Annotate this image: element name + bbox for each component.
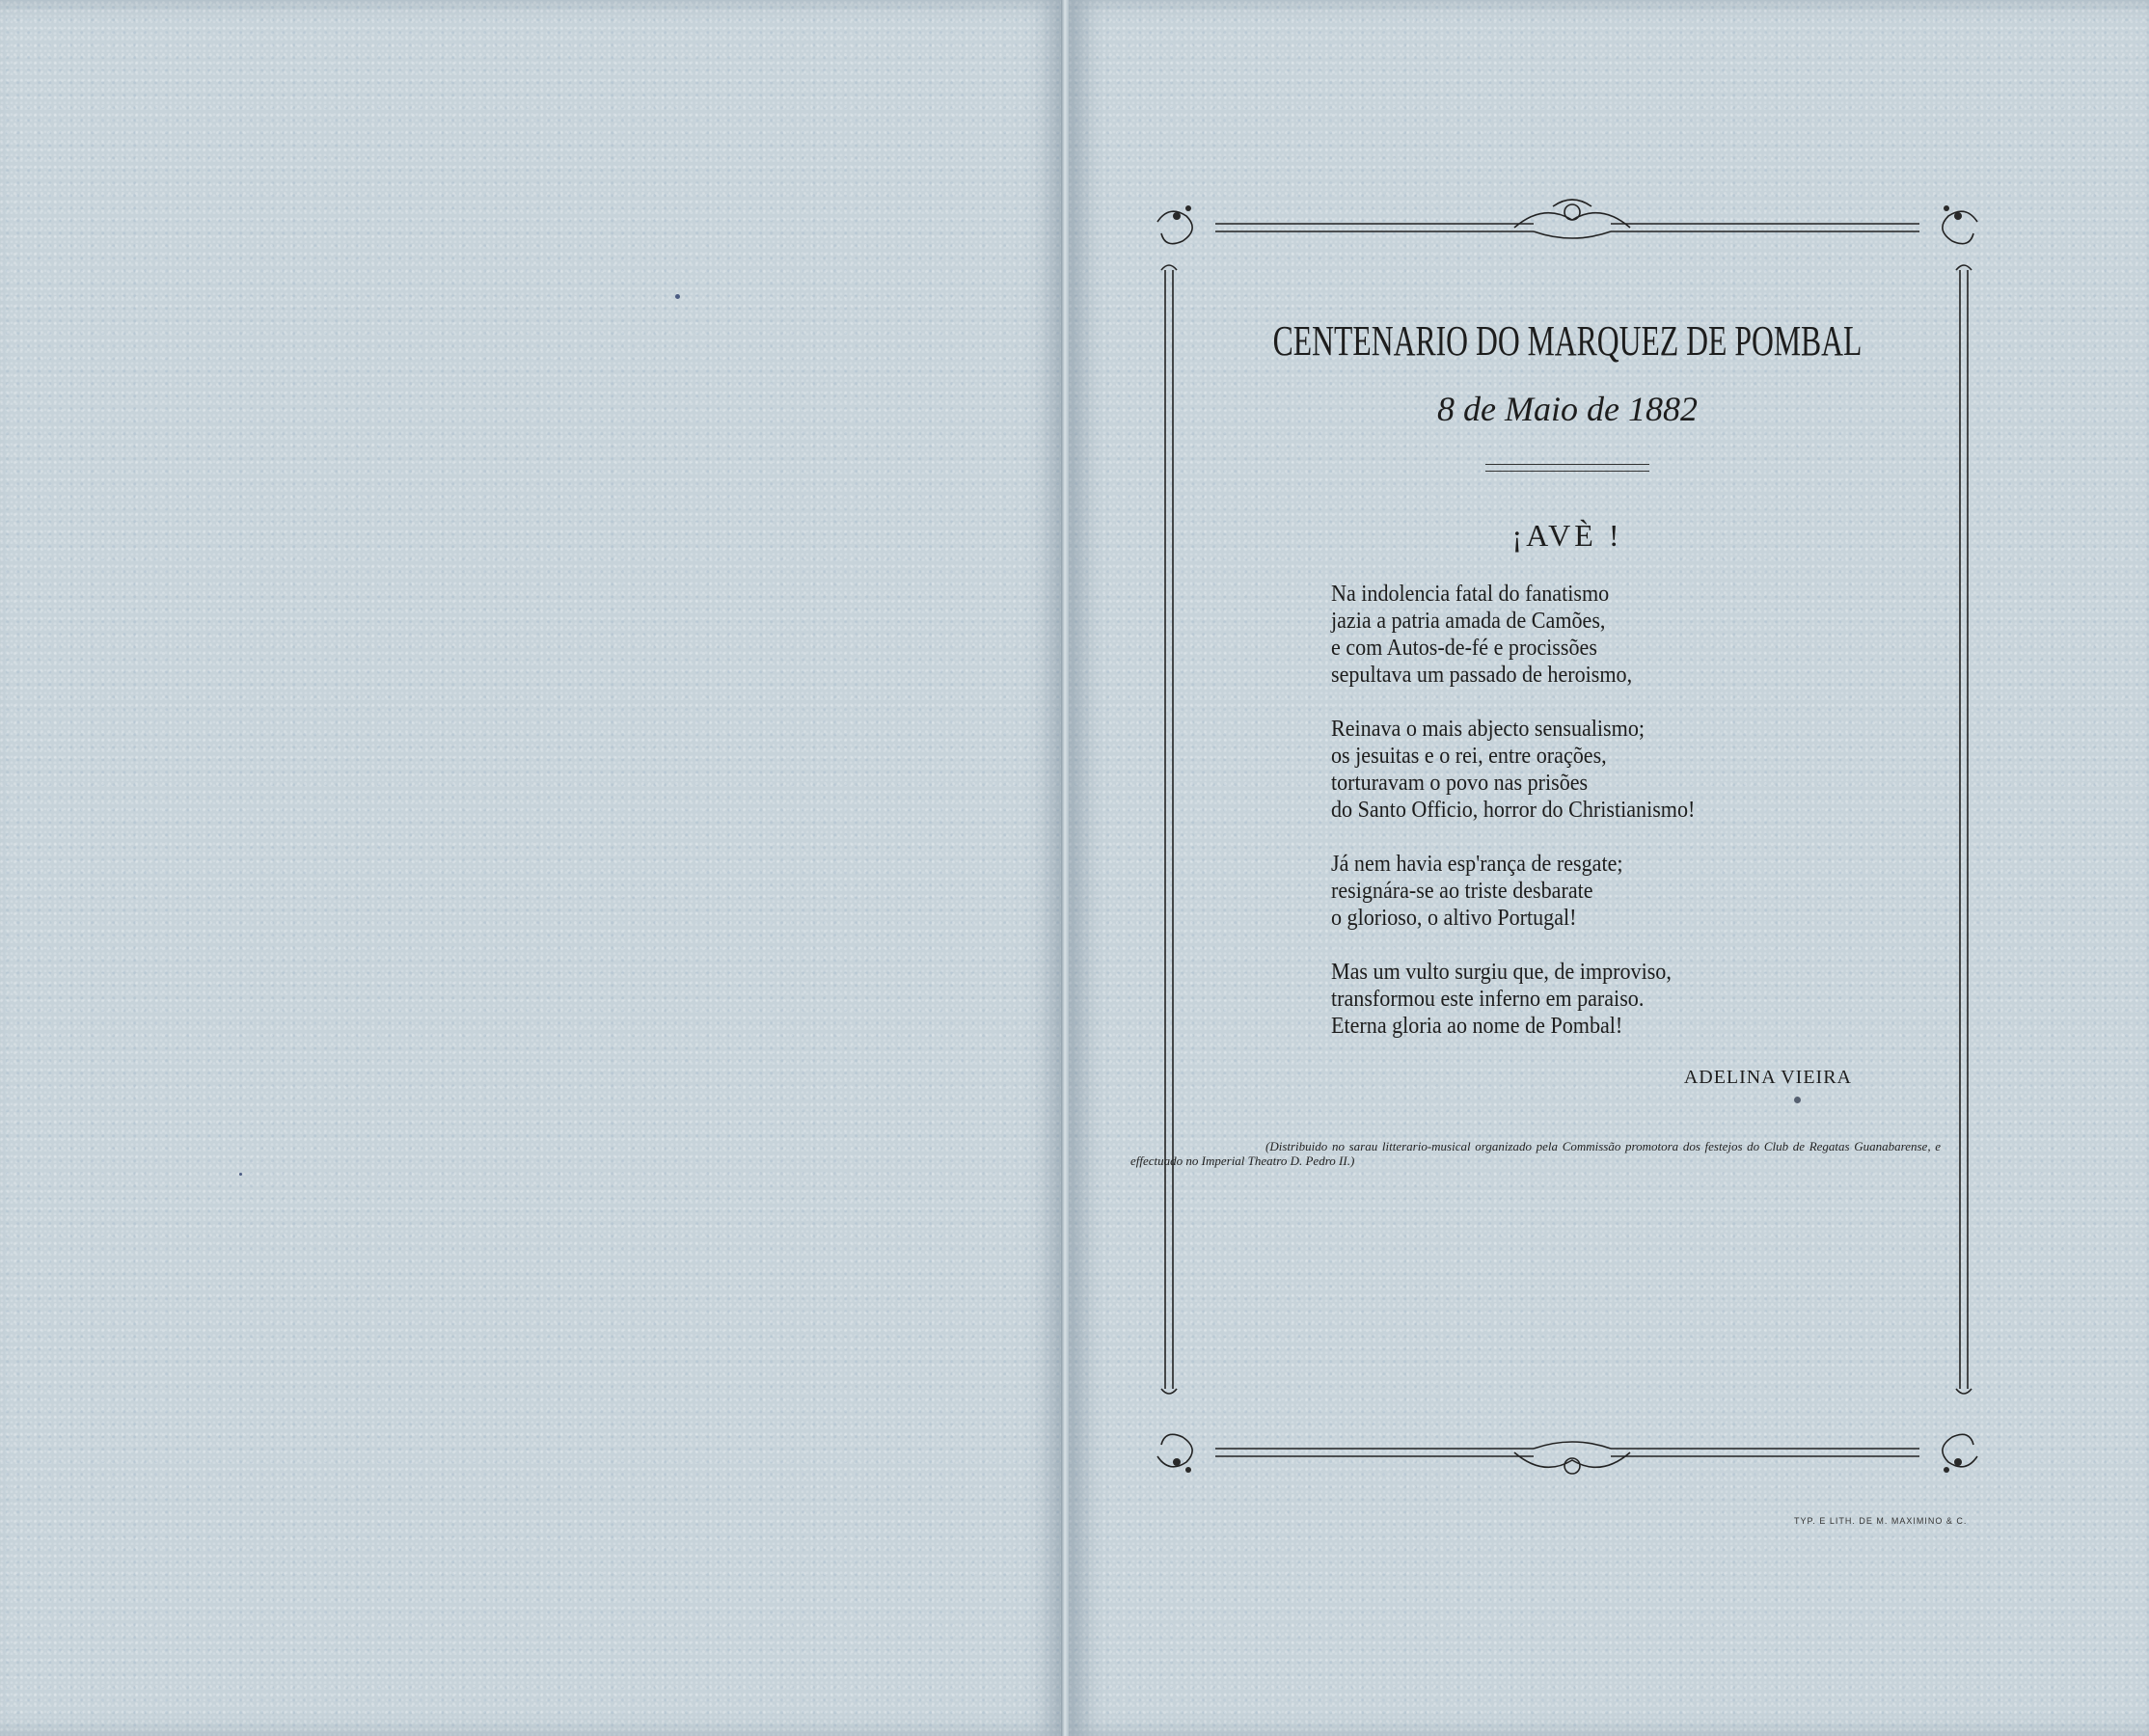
poem-line: torturavam o povo nas prisões <box>1331 771 1589 796</box>
poem-line: jazia a patria amada de Camões, <box>1331 609 1606 634</box>
poem-line: Reinava o mais abjecto sensualismo; <box>1331 717 1645 742</box>
poem-line: transformou este inferno em paraiso. <box>1331 987 1645 1012</box>
poem-line: o glorioso, o altivo Portugal! <box>1331 906 1577 931</box>
title-divider <box>1485 464 1649 472</box>
left-blank-page <box>0 0 1063 1736</box>
stanza-2 <box>1331 716 1881 824</box>
document-date: 8 de Maio de 1882 <box>1437 390 1698 428</box>
paper-speck <box>239 1173 242 1176</box>
stanza-4 <box>1331 959 1881 1040</box>
poem-line: Já nem havia esp'rança de resgate; <box>1331 852 1623 877</box>
stanza-3 <box>1331 851 1881 932</box>
poem-line: Na indolencia fatal do fanatismo <box>1331 582 1610 607</box>
paper-speck <box>675 294 680 299</box>
poem-line: Eterna gloria ao nome de Pombal! <box>1331 1014 1623 1039</box>
distribution-note: (Distribuido no sarau litterario-musical organizado pela Commissão promotora dos festejos do Club de Regatas Guanabarense, e effectuado no Imperial Theatro D. Pedro II.) <box>1130 1139 1941 1168</box>
stanza-1 <box>1331 581 1881 689</box>
document-title: CENTENARIO DO MARQUEZ DE POMBAL <box>1272 317 1863 365</box>
poem-line: resignára-se ao triste desbarate <box>1331 879 1593 904</box>
poem-line: sepultava um passado de heroismo, <box>1331 663 1633 688</box>
printer-imprint: TYP. E LITH. DE M. MAXIMINO & C. <box>1794 1516 1968 1526</box>
poem-line: Mas um vulto surgiu que, de improviso, <box>1331 960 1672 985</box>
poem-line: do Santo Officio, horror do Christianismo! <box>1331 798 1696 823</box>
poem-line: e com Autos-de-fé e procissões <box>1331 636 1597 661</box>
poem-line: os jesuitas e o rei, entre orações, <box>1331 744 1607 769</box>
poem-body <box>1331 581 1881 1040</box>
poem-sheet <box>1130 289 1941 1168</box>
author-signature: ADELINA VIEIRA <box>1683 1067 1852 1088</box>
poem-title: ¡AVÈ ! <box>1511 518 1623 553</box>
